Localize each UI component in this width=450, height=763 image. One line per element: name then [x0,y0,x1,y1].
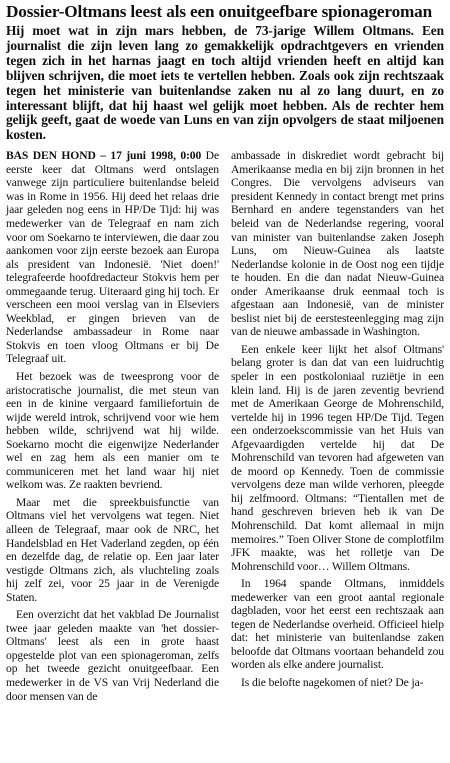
right-paragraph-1: ambassade in diskrediet wordt gebracht bij Amerikaanse media en bij zijn bronnen in het Congres. Die vervolgens adviseurs van president Kennedy in contact brengt met prins Bernhard en andere tegenstanders van het beleid van de Nederlandse regering, vooral van minister van buitenlandse zaken Joseph Luns, om Nieuw-Guinea als laatste Nederlandse kolonie in de Oost nog een tijdje te houden. En die dan nadat Nieuw-Guinea onder Amerikaanse druk eenmaal toch is afgestaan aan Indonesië, van de minister beslist niet bij de eerstesteenlegging mag zijn van de nieuwe ambassade in Washington. [231,149,444,339]
article-headline: Dossier-Oltmans leest als een onuitgeefbare spionageroman [6,2,433,21]
left-paragraph-3: Maar met die spreekbuisfunctie van Oltmans viel het vervolgens wat tegen. Niet alleen de Telegraaf, maar ook de NRC, het Handelsblad en Het Vaderland zegden, op één en dezelfde dag, de relatie op. Een jaar later vestigde Oltmans zich, als vluchteling zoals hij zelf zei, voor 25 jaar in de Verenigde Staten. [6,495,219,604]
left-column [6,149,219,703]
right-paragraph-3: In 1964 spande Oltmans, inmiddels medewerker van een groot aantal regionale dagbladen, voor het eerst een rechtszaak aan tegen de Nederlandse overheid. Officieel hielp dat: het ministerie van buitenlandse zaken beloofde dat Oltmans voortaan behandeld zou worden als elke andere journalist. [231,577,444,672]
article-byline: BAS DEN HOND – 17 juni 1998, 0:00 [6,149,202,163]
right-paragraph-4: Is die belofte nagekomen of niet? De ja- [241,676,424,690]
article-intro: Hij moet wat in zijn mars hebben, de 73-jarige Willem Oltmans. Een journalist die zijn leven lang zo gemakkelijk opdrachtgevers en vrienden tegen zich in het harnas jaagt en toch altijd vrienden heeft en altijd kan blijven schrijven, die moet iets te vertellen hebben. Zoals ook zijn rechtszaak tegen het ministerie van buitenlandse zaken nu al zo lang duurt, en zo interessant blijft, dat hij haast wel gelijk moet hebben. Als de rechter hem gelijk geeft, gaat de woede van Luns en van zijn opvolgers de staat miljoenen kosten. [6,23,444,143]
left-paragraph-4: Een overzicht dat het vakblad De Journalist twee jaar geleden maakte van 'het dossier-Oltmans' leest als een in grote haast opgestelde plot van een spionageroman, zelfs op het tweede gezicht onuitgeefbaar. Een medewerker in de VS van Vrij Nederland die door mensen van de [6,608,219,703]
left-paragraph-2: Het bezoek was de tweesprong voor de aristocratische journalist, die met steun van een in de kinine vergaard familiefortuin de wijde wereld introk, schrijvend voor wie hem hebben wilde, schrijvend wat hij wilde. Soekarno mocht die eigenwijze Nederlander wel en zag hem als een manier om te communiceren met het land waar hij niet welkom was. Ze raakten bevriend. [6,370,219,492]
article-body [6,149,444,703]
right-paragraph-2: Een enkele keer lijkt het alsof Oltmans' belang groter is dan dat van een luidruchtig speler in een postkoloniaal ruziëtje in een klein land. Hij is de jaren zeventig bevriend met de Amerikaan George de Mohrenschild, vertelde hij in 1996 tegen HP/De Tijd. Tegen een onderzoekscommissie van het Huis van Afgevaardigden vertelde hij dat De Mohrenschild van tevoren had afgeweten van de moord op Kennedy. Toen de commissie vervolgens deze man wilde verhoren, pleegde hij zelfmoord. Oltmans: “Tientallen met de hand geschreven brieven heb ik van De Mohrenschild. Dat komt allemaal in mijn memoires.” Toen Oliver Stone de complotfilm JFK maakte, was het rolletje van De Mohrenschild voor… Willem Oltmans. [231,342,444,573]
left-paragraph-1 [6,149,219,366]
right-column [231,149,444,703]
left-paragraph-1-text: De eerste keer dat Oltmans werd ontslagen vanwege zijn particuliere buitenlandse beleid was in Rome in 1956. Hij deed het relaas drie jaar geleden nog eens in HP/De Tijd: hij was medewerker van de Telegraaf en nam zich voor om Soekarno te interviewen, die daar zou aankomen voor zijn eerste bezoek aan Europa als president van Indonesië. 'Niet doen!' telegrafeerde hoofdredacteur Stokvis hem per ommegaande terug. Uiteraard ging hij toch. Er verscheen een mooi verslag van in Elseviers Weekblad, er gingen brieven van de Nederlandse ambassadeur in Rome naar Stokvis en toen vloog Oltmans er bij De Telegraaf uit. [6,149,219,366]
